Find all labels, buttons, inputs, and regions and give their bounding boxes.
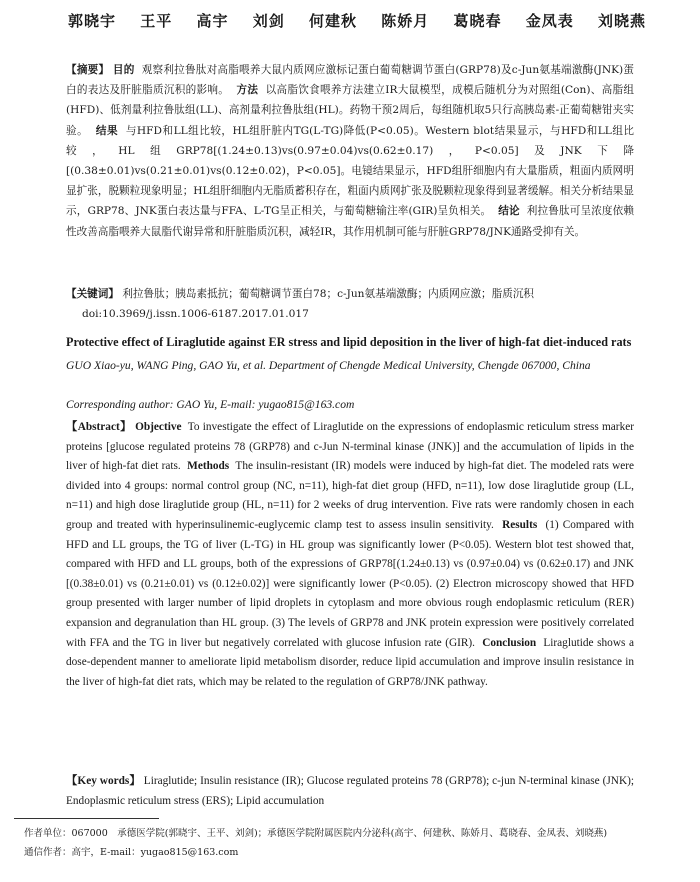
english-abstract (66, 418, 634, 692)
english-title: Protective effect of Liraglutide against ER stress and lipid deposition in the liver of high-fat diet-induced rats (66, 335, 632, 349)
en-conclusion-text: Liraglutide shows a dose-dependent manner to ameliorate lipid metabolism disorder, reduce lipid accumulation and improve insulin resistance in the liver of high-fat diet rats, which may be related to the regulation of GRP78/JNK pathway. (66, 636, 634, 688)
chinese-abstract (66, 60, 634, 242)
cn-conclusion-label: 结论 (498, 205, 520, 218)
footnote (24, 824, 674, 862)
en-conclusion-label: Conclusion (482, 636, 537, 649)
english-corresponding-author: Corresponding author: GAO Yu, E-mail: yugao815@163.com (66, 398, 355, 411)
en-keywords-text: Liraglutide; Insulin resistance (IR); Glucose regulated proteins 78 (GRP78); c-jun N-terminal kinase (JNK); Endoplasmic reticulum stress (ERS); Lipid accumulation (66, 775, 634, 807)
cn-keywords-label: 【关键词】 (66, 288, 119, 300)
en-objective-text: To investigate the effect of Liraglutide on the expressions of endoplasmic reticulum stress marker proteins [glucose regulated proteins 78 (GRP78) and c-Jun N-terminal kinase (JNK)] and the accumulation of lipids in the liver of high-fat diet rats. (66, 421, 634, 473)
author-list (68, 10, 668, 31)
footnote-corresponding: 通信作者：高宇，E-mail：yugao815@163.com (24, 847, 239, 858)
doi-text: doi:10.3969/j.issn.1006-6187.2017.01.017 (82, 307, 309, 320)
cn-abstract-label: 【摘要】 (66, 64, 110, 76)
author-name: 陈娇月 (381, 12, 430, 30)
en-abstract-label: 【Abstract】 (66, 421, 132, 433)
cn-methods-label: 方法 (236, 84, 259, 97)
author-name: 金凤表 (525, 12, 574, 30)
en-methods-text: The insulin-resistant (IR) models were induced by high-fat diet. The modeled rats were divided into 4 groups: normal control group (NC, n=11), high-fat diet group (HFD, n=11), low dose liraglutide group (LL, n=11) and high dose liraglutide group (HL, n=11) for 2 weeks of drug intervention. Five rats were randomly chosen in each group and treated with hyperinsulinemic-euglycemic clamp test to assess insulin sensitivity. (66, 460, 635, 531)
en-methods-label: Methods (187, 460, 230, 473)
cn-objective-text: 观察利拉鲁肽对高脂喂养大鼠内质网应激标记蛋白葡萄糖调节蛋白(GRP78)及c-Jun氨基端激酶(JNK)蛋白的表达及肝脏脂质沉积的影响。 (66, 64, 634, 97)
cn-keywords-text: 利拉鲁肽；胰岛素抵抗；葡萄糖调节蛋白78；c-Jun氨基端激酶；内质网应激；脂质沉积 (122, 288, 535, 300)
author-name: 郭晓宇 (68, 12, 117, 30)
author-name: 王平 (140, 12, 173, 30)
en-keywords-label: 【Key words】 (66, 775, 141, 787)
cn-results-text: 与HFD和LL组比较，HL组肝脏内TG(L-TG)降低(P<0.05)。Western blot结果显示，与HFD和LL组比较，HL组GRP78[(1.24±0.13)vs(0.97±0.04)vs(0.62±0.17)，P<0.05]及JNK下降[(0.38±0.01)vs(0.21±0.01)vs(0.12±0.02)，P<0.05]。电镜结果显示，HFD组肝细胞内有大量脂质，粗面内质网明显扩张，脱颗粒现象明显；HL组肝细胞内无脂质蓄积存在，粗面内质网扩张及脱颗粒现象得到显著缓解。相关分析结果显示，GRP78、JNK蛋白表达量与FFA、L-TG呈正相关，与葡萄糖输注率(GIR)呈负相关。 (66, 124, 635, 218)
author-name: 刘剑 (252, 12, 285, 30)
author-name: 高宇 (196, 12, 229, 30)
en-results-text: (1) Compared with HFD and LL groups, the TG of liver (L-TG) in HL group was significantly lower (P<0.05). Western blot test showed that, compared with HFD and LL groups, both of the expressions of GRP78[(1.24±0.13) vs (0.97±0.04) vs (0.62±0.17) and JNK [(0.38±0.01) vs (0.21±0.01) vs (0.12±0.02)] were significantly lower (P<0.05). (2) Electron microscopy showed that HFD group presented with larger number of lipid droplets in cytoplasm and more obvious rough endoplasmic reticulum (RER) expansion and degranulation than HL group. (3) The levels of GRP78 and JNK protein expression were positively correlated with FFA and the TG in liver but negatively correlated with glucose infusion rate (GIR). (66, 518, 635, 649)
cn-results-label: 结果 (95, 124, 119, 137)
english-affiliation: GUO Xiao-yu, WANG Ping, GAO Yu, et al. Department of Chengde Medical University, Chengde 067000, China (66, 359, 591, 372)
chinese-keywords (66, 285, 634, 324)
en-objective-label: Objective (135, 421, 182, 433)
cn-methods-text: 以高脂饮食喂养方法建立IR大鼠模型，成模后随机分为对照组(Con)、高脂组(HFD)、低剂量利拉鲁肽组(LL)、高剂量利拉鲁肽组(HL)。药物干预2周后，每组随机取5只行高胰岛素-正葡萄糖钳夹实验。 (66, 84, 634, 137)
footnote-affiliation: 作者单位：067000 承德医学院(郭晓宇、王平、刘剑)；承德医学院附属医院内分泌科(高宇、何建秋、陈娇月、葛晓春、金凤表、刘晓燕) (24, 828, 608, 839)
author-name: 何建秋 (309, 12, 358, 30)
author-name: 葛晓春 (453, 12, 502, 30)
cn-objective-label: 目的 (112, 64, 135, 76)
footnote-divider (14, 818, 159, 819)
author-name: 刘晓燕 (598, 12, 647, 30)
cn-conclusion-text: 利拉鲁肽可呈浓度依赖性改善高脂喂养大鼠脂代谢异常和肝脏脂质沉积，减轻IR，其作用机制可能与肝脏GRP78/JNK通路受抑有关。 (66, 205, 635, 238)
english-keywords (66, 772, 634, 811)
en-results-label: Results (502, 518, 538, 531)
